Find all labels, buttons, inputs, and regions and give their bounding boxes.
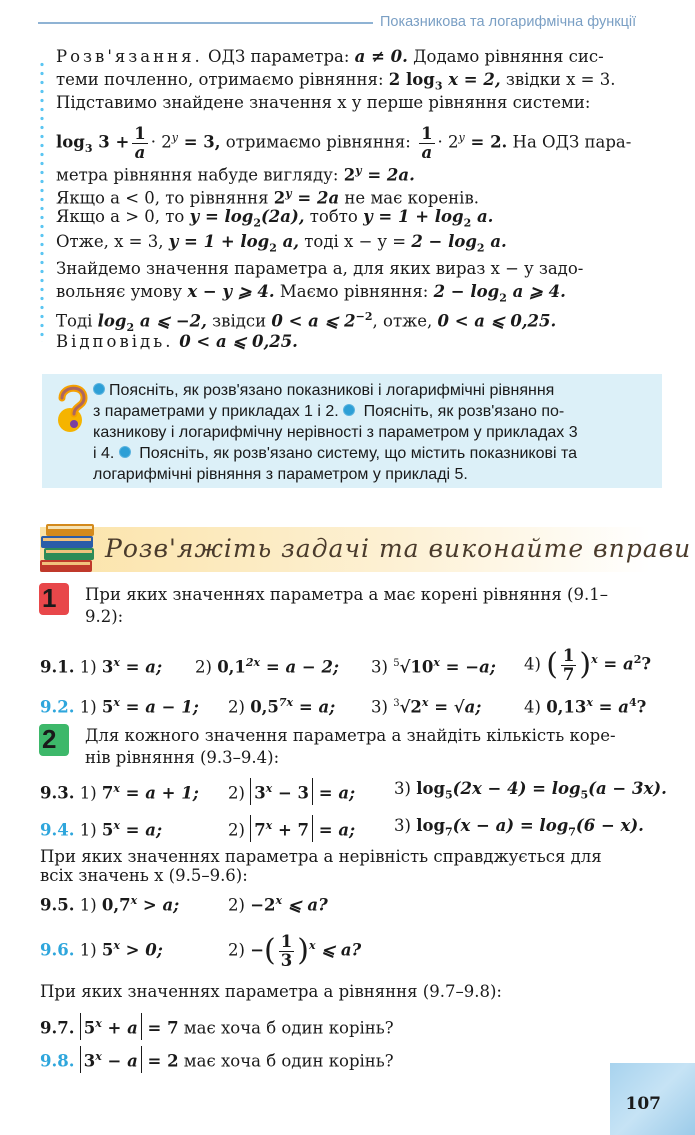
solution-line-10: вольняє умову x − y ⩾ 4. Маємо рівняння: $2 - \log_2 a$ ⩾ 4. <box>56 282 566 305</box>
exercise-9-3-part-2: 2) $3^x - 3 = a$; <box>228 778 355 805</box>
exercise-9-2: 9.2. 1) $5^x = a - 1$; <box>40 696 199 717</box>
bullet-icon <box>343 404 355 416</box>
question-line-4: і 4. Поясніть, як розв'язано систему, що містить показникові та <box>93 445 578 462</box>
exercise-9-4-part-2: 2) $7^x + 7 = a$; <box>228 815 355 842</box>
exercise-9-1-part-4: 4) ( $\frac{1}{7}$ )$^x = a^2$? <box>524 645 652 684</box>
solution-line-3: Підставимо знайдене значення x у перше рівняння системи: <box>56 93 591 112</box>
header-rule <box>38 22 373 24</box>
solution-line-7: Якщо a > 0, то $y = \log_2(2a)$, тобто $y = 1 + \log_2 a$. <box>56 207 494 230</box>
exercise-9-3: 9.3. 1) $7^x = a + 1$; <box>40 782 199 803</box>
running-header: Показникова та логарифмічна функції <box>380 14 637 30</box>
exercise-9-1-part-3: 3) $^5√10^x = -a$; <box>371 656 496 677</box>
exercise-9-4: 9.4. 1) $5^x = a$; <box>40 819 163 840</box>
solution-line-11: Тоді $\log_2 a$ ⩽ −2, звідси 0 < a ⩽ $2^{-2}$, отже, 0 < a ⩽ 0,25. <box>56 310 557 334</box>
exercise-9-6-part-2: 2) −( $\frac{1}{3}$ )$^x$ ⩽ a? <box>228 931 362 970</box>
exercise-9-3-part-3: 3) $\log_5(2x - 4) = \log_5(a - 3x)$. <box>394 779 667 802</box>
level-2-intro-2: нів рівняння (9.3–9.4): <box>85 748 280 767</box>
exercise-9-6: 9.6. 1) $5^x > 0$; <box>40 939 163 960</box>
inequality-intro-1: При яких значеннях параметра a нерівність справджується для <box>40 847 602 866</box>
bullet-icon <box>93 383 105 395</box>
inequality-intro-2: всіх значень x (9.5–9.6): <box>40 866 248 885</box>
level-1-intro-1: При яких значеннях параметра a має корені рівняння (9.1– <box>85 585 608 604</box>
solution-answer: Відповідь. 0 < a ⩽ 0,25. <box>56 332 298 351</box>
exercise-9-5-part-2: $2) -2^x$ ⩽ a? <box>228 894 328 915</box>
exercise-9-4-part-3: 3) $\log_7(x - a) = \log_7(6 - x)$. <box>394 816 644 839</box>
exercise-9-8: 9.8. $3^x - a = 2$ має хоча б один корінь? <box>40 1046 394 1073</box>
margin-dots <box>40 60 44 342</box>
solution-line-9: Знайдемо значення параметра a, для яких вираз x − y задо- <box>56 259 584 278</box>
question-line-1: Поясніть, як розв'язано показникові і логарифмічні рівняння <box>93 380 554 401</box>
exercise-9-2-part-2: 2) $0,5^{7x} = a$; <box>228 696 336 717</box>
level-1-badge: 1 <box>42 583 57 613</box>
solution-line-5: метра рівняння набуде вигляду: $2^y = 2a$. <box>56 164 415 185</box>
exercise-9-7: 9.7. $5^x + a = 7$ має хоча б один корінь? <box>40 1013 394 1040</box>
exercise-9-2-part-3: 3) $^3√2^x = √a$; <box>371 696 482 717</box>
question-mark-icon <box>48 380 96 432</box>
level-2-badge: 2 <box>42 724 57 754</box>
level-1-intro-2: 9.2): <box>85 607 124 626</box>
solution-line-2: теми почленно, отримаємо рівняння: 2 $\log_3 x = 2$, звідки x = 3. <box>56 70 616 93</box>
question-line-2: з параметрами у прикладах 1 і 2. Поясніть, як розв'язано по- <box>93 403 565 420</box>
exercise-9-5: 9.5. 1) $0,7^x > a$; <box>40 894 180 915</box>
books-icon <box>38 520 102 576</box>
solution-line-1: Розв'язання. ОДЗ параметра: a ≠ 0. Додамо рівняння сис- <box>56 47 604 66</box>
exercise-9-1-part-2: 2) $0,1^{2x} = a - 2$; <box>195 656 340 677</box>
solution-line-6: Якщо a < 0, то рівняння $2^y = 2a$ не має коренів. <box>56 187 479 208</box>
equation-intro: При яких значеннях параметра a рівняння (9.7–9.8): <box>40 982 502 1001</box>
solution-label: Розв'язання. <box>56 47 203 66</box>
bullet-icon <box>119 446 131 458</box>
level-2-intro-1: Для кожного значення параметра a знайдіть кількість коре- <box>85 726 616 745</box>
page-number: 107 <box>625 1094 661 1114</box>
solution-line-4: $\log_3 3$ + $\frac{1}{a}$ · $2^y = 3$, отримаємо рівняння: $\frac{1}{a}$ · $2^y = 2$. На ОДЗ пара- <box>56 123 632 162</box>
question-line-3: казникову і логарифмічну нерівності з параметром у прикладах 3 <box>93 424 578 441</box>
exercise-9-2-part-4: 4) $0,13^x = a^4$? <box>524 696 647 717</box>
exercise-9-1: 9.1. 1) $3^x = a$; <box>40 656 163 677</box>
question-line-5: логарифмічні рівняння з параметром у прикладі 5. <box>93 466 468 483</box>
solution-line-8: Отже, x = 3, $y = 1 + \log_2 a$, тоді $x - y = 2 - \log_2 a$. <box>56 232 507 255</box>
section-title: Розв'яжіть задачі та виконайте вправи <box>105 534 692 563</box>
